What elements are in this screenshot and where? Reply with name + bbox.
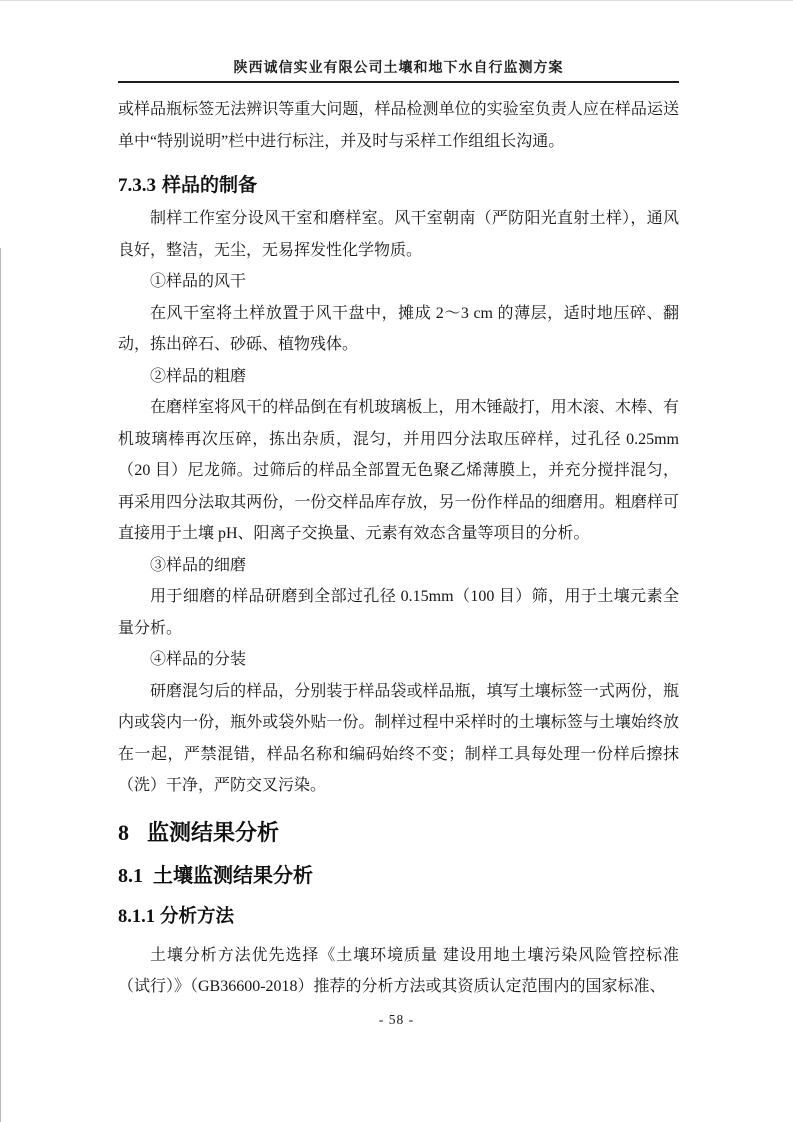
list-item-2-title: ②样品的粗磨 [150, 367, 247, 385]
paragraph-packaging: 研磨混匀后的样品，分别装于样品袋或样品瓶，填写土壤标签一式两份，瓶内或袋内一份，瓶外或袋外贴一份。制样过程中采样时的土壤标签与土壤始终放在一起，严禁混错，样品名称和编码始终不变；制样工具每处理一份样后擦抹（洗）干净，严防交叉污染。 [118, 682, 679, 794]
paragraph-fine-grind: 用于细磨的样品研磨到全部过孔径 0.15mm（100 目）筛，用于土壤元素全量分析。 [118, 588, 679, 637]
page-footer [0, 1012, 793, 1028]
list-item-3-title: ③样品的细磨 [150, 556, 247, 574]
section-title: 样品的制备 [162, 175, 258, 196]
scan-edge-left [0, 248, 1, 1122]
paragraph-air-dry: 在风干室将土样放置于风干盘中，摊成 2～3 cm 的薄层，适时地压碎、翻动，拣出碎石、砂砾、植物残体。 [118, 304, 679, 353]
list-item-4-title: ④样品的分装 [150, 651, 247, 668]
chapter-number: 8 [118, 819, 129, 845]
document-body [118, 94, 679, 1003]
page-header [118, 0, 679, 83]
section-heading-8-1 [118, 862, 679, 891]
header-title: 陕西诚信实业有限公司土壤和地下水自行监测方案 [118, 0, 679, 83]
section-number: 8.1.1 [118, 906, 155, 927]
section-title: 土壤监测结果分析 [153, 864, 313, 887]
section-number: 8.1 [118, 864, 143, 887]
page-number: - 58 - [378, 1012, 415, 1027]
paragraph-prep-room: 制样工作室分设风干室和磨样室。风干室朝南（严防阳光直射土样），通风良好，整洁，无尘，无易挥发性化学物质。 [118, 210, 679, 259]
paragraph-analysis-method: 土壤分析方法优先选择《土壤环境质量 建设用地土壤污染风险管控标准（试行）》（GB36600-2018）推荐的分析方法或其资质认定范围内的国家标准、 [118, 946, 679, 995]
paragraph-intro-continuation: 或样品瓶标签无法辨识等重大问题，样品检测单位的实验室负责人应在样品运送单中“特别说明”栏中进行标注，并及时与采样工作组组长沟通。 [118, 101, 679, 150]
list-item-1-title: ①样品的风干 [150, 273, 247, 290]
paragraph-coarse-grind: 在磨样室将风干的样品倒在有机玻璃板上，用木锤敲打，用木滚、木棒、有机玻璃棒再次压碎，拣出杂质，混匀，并用四分法取压碎样，过孔径 0.25mm（20 目）尼龙筛。过筛后的样品全部置无色聚乙烯薄膜上，并充分搅拌混匀，再采用四分法取其两份，一份交样品库存放，另一份作样品的细磨用。粗磨样可直接用于土壤 pH、阳离子交换量、元素有效态含量等项目的分析。 [118, 399, 679, 542]
section-heading-8-1-1 [118, 904, 679, 931]
chapter-heading-8 [118, 818, 679, 848]
section-number: 7.3.3 [118, 175, 156, 196]
chapter-title: 监测结果分析 [147, 819, 280, 845]
section-title: 分析方法 [160, 906, 235, 927]
section-heading-7-3-3 [118, 173, 679, 199]
